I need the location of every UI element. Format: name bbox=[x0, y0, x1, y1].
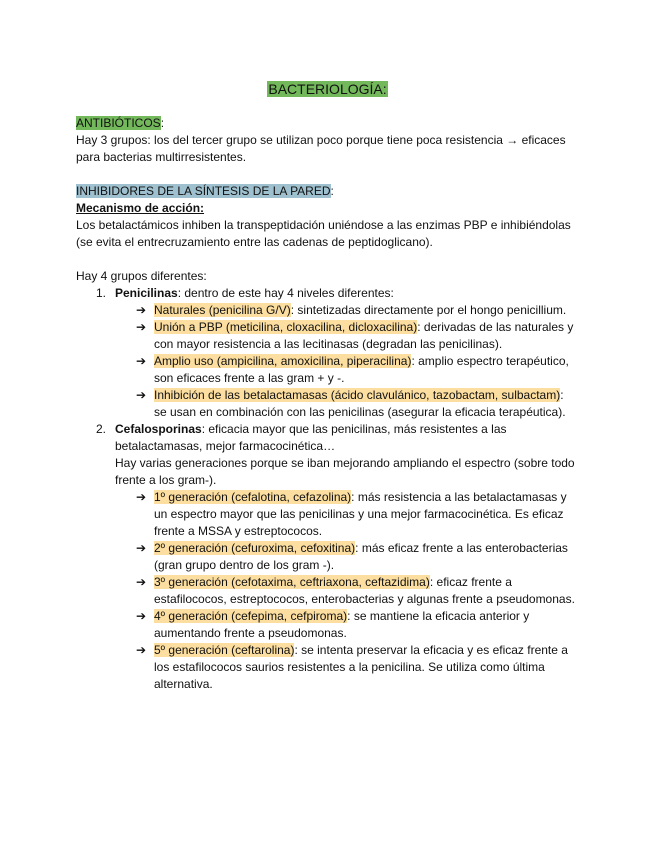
subgroup-desc: : derivadas de las naturales y con mayor resistencia a las lecitinasas (degradan las penicilinas). bbox=[154, 320, 574, 351]
subgroup-desc: : más eficaz frente a las enterobacterias (gran grupo dentro de los gram -). bbox=[154, 541, 568, 572]
page-title bbox=[0, 80, 655, 98]
arrow-icon: ➔ bbox=[136, 303, 147, 317]
subgroup-text bbox=[154, 387, 576, 421]
inhibidores-colon: : bbox=[330, 184, 334, 198]
subgroup-item bbox=[116, 642, 576, 693]
arrow-icon: ➔ bbox=[136, 354, 147, 368]
group-desc-text: : eficacia mayor que las penicilinas, más resistentes a las betalactamasas, mejor farmacocinética… bbox=[115, 422, 507, 453]
subgroup-highlight: 2º generación (cefuroxima, cefoxitina) bbox=[154, 541, 356, 555]
subgroup-highlight: Unión a PBP (meticilina, cloxacilina, dicloxacilina) bbox=[154, 320, 418, 334]
group-number: 2. bbox=[96, 422, 107, 436]
subgroup-text bbox=[154, 489, 576, 540]
grupos-intro: Hay 4 grupos diferentes: bbox=[76, 269, 207, 283]
mecanismo-label: Mecanismo de acción: bbox=[76, 201, 205, 215]
subgroup-item bbox=[116, 387, 576, 421]
subgroup-desc: : sintetizadas directamente por el hongo penicillium. bbox=[290, 303, 567, 317]
subgroup-desc: : más resistencia a las betalactamasas y un espectro mayor que las penicilinas y una mejor farmacocinética. Es eficaz frente a MSSA y estreptococos. bbox=[154, 490, 567, 538]
subgroup-item bbox=[116, 319, 576, 353]
subgroup-highlight: Amplio uso (ampicilina, amoxicilina, piperacilina) bbox=[154, 354, 412, 368]
subgroup-highlight: Naturales (penicilina G/V) bbox=[154, 303, 291, 317]
group-desc-text: : dentro de este hay 4 niveles diferentes: bbox=[177, 286, 394, 300]
subgroup-item bbox=[116, 302, 576, 319]
arrow-icon: ➔ bbox=[136, 575, 147, 589]
subgroup-highlight: 4º generación (cefepima, cefpiroma) bbox=[154, 609, 348, 623]
group-number: 1. bbox=[96, 286, 107, 300]
subgroup-item bbox=[116, 574, 576, 608]
antibioticos-colon: : bbox=[160, 116, 165, 130]
group-description bbox=[115, 421, 576, 455]
subgroup-text bbox=[154, 608, 576, 642]
groups-list bbox=[76, 285, 576, 693]
group-item bbox=[76, 285, 576, 302]
mecanismo-text: Los betalactámicos inhiben la transpeptidación uniéndose a las enzimas PBP e inhibiéndolas (se evita el entrecruzamiento entre las cadenas de peptidoglicano). bbox=[76, 218, 571, 249]
subgroup-item bbox=[116, 353, 576, 387]
group-item bbox=[76, 421, 576, 489]
antibioticos-text: Hay 3 grupos: los del tercer grupo se utilizan poco porque tiene poca resistencia → eficaces para bacterias multirresistentes. bbox=[76, 133, 566, 164]
antibioticos-heading-line bbox=[76, 115, 576, 132]
subgroup-text bbox=[154, 540, 576, 574]
subgroup-text bbox=[154, 319, 576, 353]
arrow-icon: ➔ bbox=[136, 388, 147, 402]
inhibidores-heading-line bbox=[76, 183, 576, 200]
subgroup-item bbox=[116, 489, 576, 540]
subgroup-text bbox=[154, 574, 576, 608]
subgroup-desc: : amplio espectro terapéutico, son eficaces frente a las gram + y -. bbox=[154, 354, 569, 385]
subgroup-desc: : eficaz frente a estafilococos, estreptococos, enterobacterias y algunas frente a pseudomonas. bbox=[154, 575, 575, 606]
subgroup-highlight: 5º generación (ceftarolina) bbox=[154, 643, 295, 657]
subgroup-text bbox=[154, 642, 576, 693]
subgroup-highlight: 1º generación (cefalotina, cefazolina) bbox=[154, 490, 352, 504]
arrow-icon: ➔ bbox=[136, 320, 147, 334]
subgroup-highlight: Inhibición de las betalactamasas (ácido clavulánico, tazobactam, sulbactam) bbox=[154, 388, 561, 402]
subgroup-text bbox=[154, 302, 576, 319]
subgroup-desc: : se intenta preservar la eficacia y es eficaz frente a los estafilococos saurios resistentes a la penicilina. Se utiliza como última alternativa. bbox=[154, 643, 568, 691]
group-description bbox=[115, 285, 576, 302]
arrow-icon: ➔ bbox=[136, 490, 147, 504]
subgroup-text bbox=[154, 353, 576, 387]
subgroup-highlight: 3º generación (cefotaxima, ceftriaxona, ceftazidima) bbox=[154, 575, 430, 589]
page-title-text: BACTERIOLOGÍA: bbox=[268, 81, 387, 97]
subgroup-item bbox=[116, 608, 576, 642]
group-extra-text: Hay varias generaciones porque se iban mejorando ampliando el espectro (sobre todo frente a los gram-). bbox=[115, 456, 575, 487]
arrow-icon: ➔ bbox=[136, 643, 147, 657]
antibioticos-heading: ANTIBIÓTICOS bbox=[76, 116, 161, 130]
group-name: Cefalosporinas bbox=[115, 422, 202, 436]
arrow-icon: ➔ bbox=[136, 541, 147, 555]
subgroup-list bbox=[116, 302, 576, 421]
subgroup-desc: : se usan en combinación con las penicilinas (asegurar la eficacia terapéutica). bbox=[154, 388, 566, 419]
inhibidores-heading: INHIBIDORES DE LA SÍNTESIS DE LA PARED bbox=[76, 184, 331, 198]
subgroup-item bbox=[116, 540, 576, 574]
arrow-icon: ➔ bbox=[136, 609, 147, 623]
subgroup-desc: : se mantiene la eficacia anterior y aumentando frente a pseudomonas. bbox=[154, 609, 530, 640]
group-name: Penicilinas bbox=[115, 286, 178, 300]
subgroup-list bbox=[116, 489, 576, 693]
document-body bbox=[76, 115, 576, 693]
